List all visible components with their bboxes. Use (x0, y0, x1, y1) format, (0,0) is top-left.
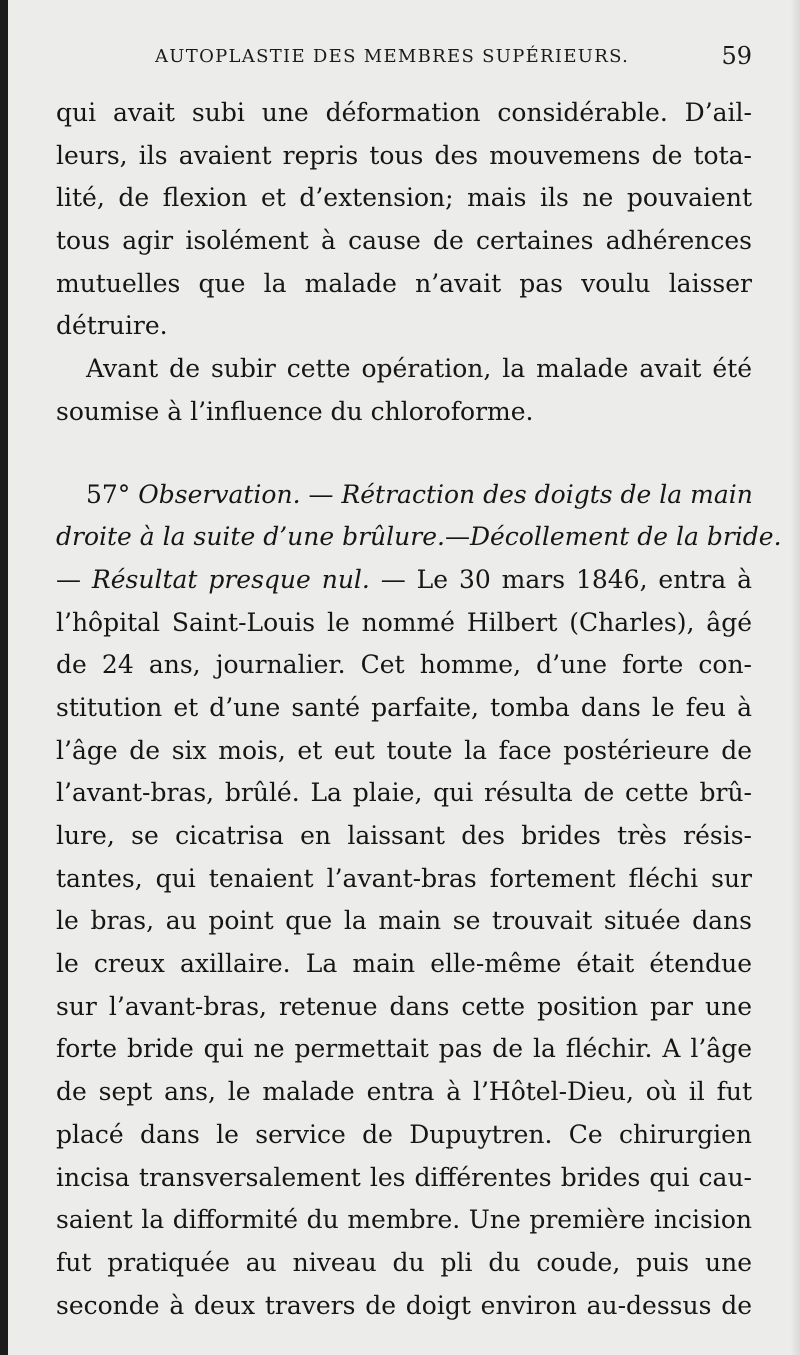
text-line: Avant de subir cette opération, la malade avait été (86, 354, 752, 384)
observation-title: Observation. (138, 479, 301, 509)
text-line: qui avait subi une déformation considérable. D’ail- (56, 98, 752, 127)
page-number: 59 (721, 42, 752, 70)
text-line: placé dans le service de Dupuytren. Ce chirurgien (56, 1119, 752, 1149)
dash: — (444, 522, 470, 552)
text-line: seconde à deux travers de doigt environ au-dessus de (56, 1290, 752, 1320)
text-line: sur l’avant-bras, retenue dans cette position par une (56, 991, 752, 1021)
text-line: fut pratiquée au niveau du pli du coude, puis une (56, 1247, 752, 1277)
observation-heading-line (56, 516, 782, 559)
observation-text: Le 30 mars 1846, entra à (416, 564, 753, 594)
text-line: stitution et d’une santé parfaite, tomba dans le feu à (56, 692, 752, 722)
observation-57 (56, 474, 782, 1328)
text-line: l’avant-bras, brûlé. La plaie, qui résulta de cette brû- (56, 778, 752, 808)
text-line: de 24 ans, journalier. Cet homme, d’une forte con- (56, 650, 752, 680)
running-title: AUTOPLASTIE DES MEMBRES SUPÉRIEURS. (155, 45, 630, 67)
text-line: saient la difformité du membre. Une première incision (56, 1205, 752, 1235)
text-line: le creux axillaire. La main elle-même était étendue (56, 949, 752, 979)
dash: — (56, 564, 81, 594)
body-text (56, 92, 782, 1327)
observation-heading-line (56, 559, 752, 602)
running-head (60, 34, 752, 78)
text-line: incisa transversalement les différentes brides qui cau- (56, 1162, 752, 1192)
section-gap (56, 434, 752, 474)
text-line: l’âge de six mois, et eut toute la face postérieure de (56, 735, 752, 765)
text-line: le bras, au point que la main se trouvait située dans (56, 906, 752, 936)
text-line: leurs, ils avaient repris tous des mouvemens de tota- (56, 140, 752, 170)
text-line: lure, se cicatrisa en laissant des brides très résis- (56, 821, 752, 850)
dash: — (308, 479, 334, 509)
text-line: mutuelles que la malade n’avait pas voulu laisser (56, 268, 752, 298)
text-line: de sept ans, le malade entra à l’Hôtel-Dieu, où il fut (56, 1077, 752, 1107)
observation-heading-part: droite à la suite d’une brûlure. (56, 522, 445, 552)
observation-number: 57° (86, 479, 131, 509)
observation-heading-part: Décollement de la bride. (469, 522, 782, 552)
text-line: forte bride qui ne permettait pas de la fléchir. A l’âge (56, 1034, 752, 1064)
observation-heading-part: Rétraction des doigts de la main (341, 479, 753, 509)
text-line: soumise à l’influence du chloroforme. (56, 396, 534, 426)
paragraph-1 (56, 92, 752, 348)
text-line: tantes, qui tenaient l’avant-bras fortement fléchi sur (56, 863, 752, 893)
dash: — (380, 564, 406, 594)
text-line: lité, de flexion et d’extension; mais ils ne pouvaient (56, 183, 752, 213)
observation-heading-line (56, 474, 752, 517)
observation-heading-part: Résultat presque nul. (91, 564, 370, 594)
paragraph-2 (56, 348, 752, 433)
text-line: tous agir isolément à cause de certaines adhérences (56, 226, 752, 256)
text-line: détruire. (56, 311, 168, 341)
text-line: l’hôpital Saint-Louis le nommé Hilbert (Charles), âgé (56, 607, 752, 637)
